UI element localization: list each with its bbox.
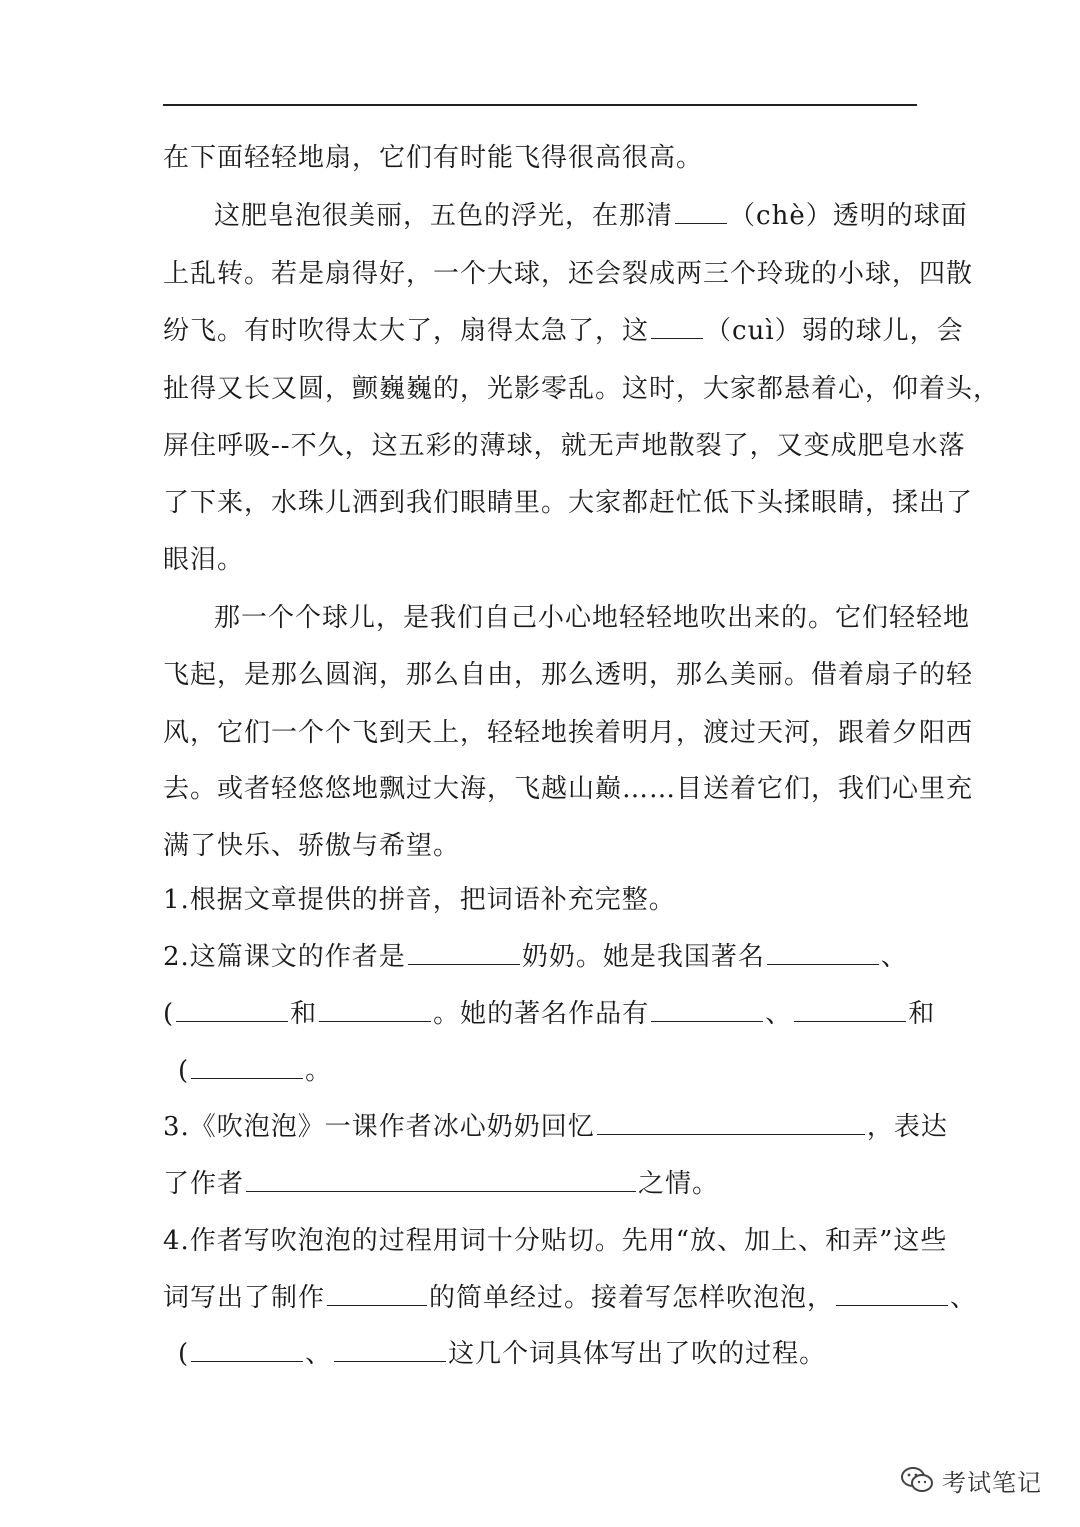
answer-blank[interactable] xyxy=(327,1281,427,1306)
passage-line: 了下来，水珠儿洒到我们眼睛里。大家都赶忙低下头揉眼睛，揉出了 xyxy=(163,488,974,518)
passage-line: 风，它们一个个飞到天上，轻轻地挨着明月，渡过天河，跟着夕阳西 xyxy=(163,718,974,748)
pinyin-blank-che[interactable] xyxy=(675,199,727,224)
question-4-line-1: 4.作者写吹泡泡的过程用词十分贴切。先用“放、加上、和弄”这些 xyxy=(163,1226,948,1256)
watermark-text: 考试笔记 xyxy=(942,1468,1042,1497)
answer-blank[interactable] xyxy=(408,940,520,965)
answer-blank[interactable] xyxy=(767,940,879,965)
passage-line: 飞起，是那么圆润，那么自由，那么透明，那么美丽。借着扇子的轻 xyxy=(163,660,974,690)
passage-line: 纷飞。有时吹得太大了，扇得太急了，这 （cuì）弱的球儿，会 xyxy=(163,316,964,346)
wechat-icon xyxy=(900,1465,934,1495)
answer-blank[interactable] xyxy=(334,1337,446,1362)
question-4-line-2: 词写出了制作 的简单经过。接着写怎样吹泡泡， 、 xyxy=(163,1283,978,1313)
watermark xyxy=(900,1460,1042,1500)
answer-blank[interactable] xyxy=(191,1054,303,1079)
answer-blank[interactable] xyxy=(176,997,288,1022)
question-4-line-3: ( 、 这几个词具体写出了吹的过程。 xyxy=(178,1339,827,1369)
answer-blank[interactable] xyxy=(651,997,763,1022)
passage-line: 眼泪。 xyxy=(163,545,245,575)
pinyin-blank-cui[interactable] xyxy=(651,314,703,339)
answer-blank[interactable] xyxy=(191,1337,303,1362)
question-1: 1.根据文章提供的拼音，把词语补充完整。 xyxy=(163,885,676,915)
question-3-line-1: 3.《吹泡泡》一课作者冰心奶奶回忆 ，表达 xyxy=(163,1112,948,1142)
answer-blank[interactable] xyxy=(597,1110,865,1135)
answer-blank[interactable] xyxy=(319,997,431,1022)
passage-line: 这肥皂泡很美丽，五色的浮光，在那清 （chè）透明的球面 xyxy=(214,201,968,231)
answer-blank[interactable] xyxy=(246,1167,636,1192)
passage-line: 屏住呼吸--不久，这五彩的薄球，就无声地散裂了，又变成肥皂水落 xyxy=(163,431,966,461)
header-rule xyxy=(163,104,917,106)
answer-blank[interactable] xyxy=(794,997,906,1022)
question-2-line-2: ( 和 。她的著名作品有 、 和 xyxy=(163,999,936,1029)
question-2-line-1: 2.这篇课文的作者是 奶奶。她是我国著名 、 xyxy=(163,942,908,972)
answer-blank[interactable] xyxy=(836,1281,948,1306)
passage-line: 满了快乐、骄傲与希望。 xyxy=(163,831,461,861)
question-3-line-2: 了作者 之情。 xyxy=(163,1169,720,1199)
passage-line: 去。或者轻悠悠地飘过大海，飞越山巅……目送着它们，我们心里充 xyxy=(163,774,974,804)
passage-line: 那一个个球儿，是我们自己小心地轻轻地吹出来的。它们轻轻地 xyxy=(214,603,971,633)
passage-line: 扯得又长又圆，颤巍巍的，光影零乱。这时，大家都悬着心，仰着头， xyxy=(163,374,1001,404)
passage-line: 在下面轻轻地扇，它们有时能飞得很高很高。 xyxy=(163,143,704,173)
passage-line: 上乱转。若是扇得好，一个大球，还会裂成两三个玲珑的小球，四散 xyxy=(163,259,974,289)
question-2-line-3: ( 。 xyxy=(178,1056,333,1086)
